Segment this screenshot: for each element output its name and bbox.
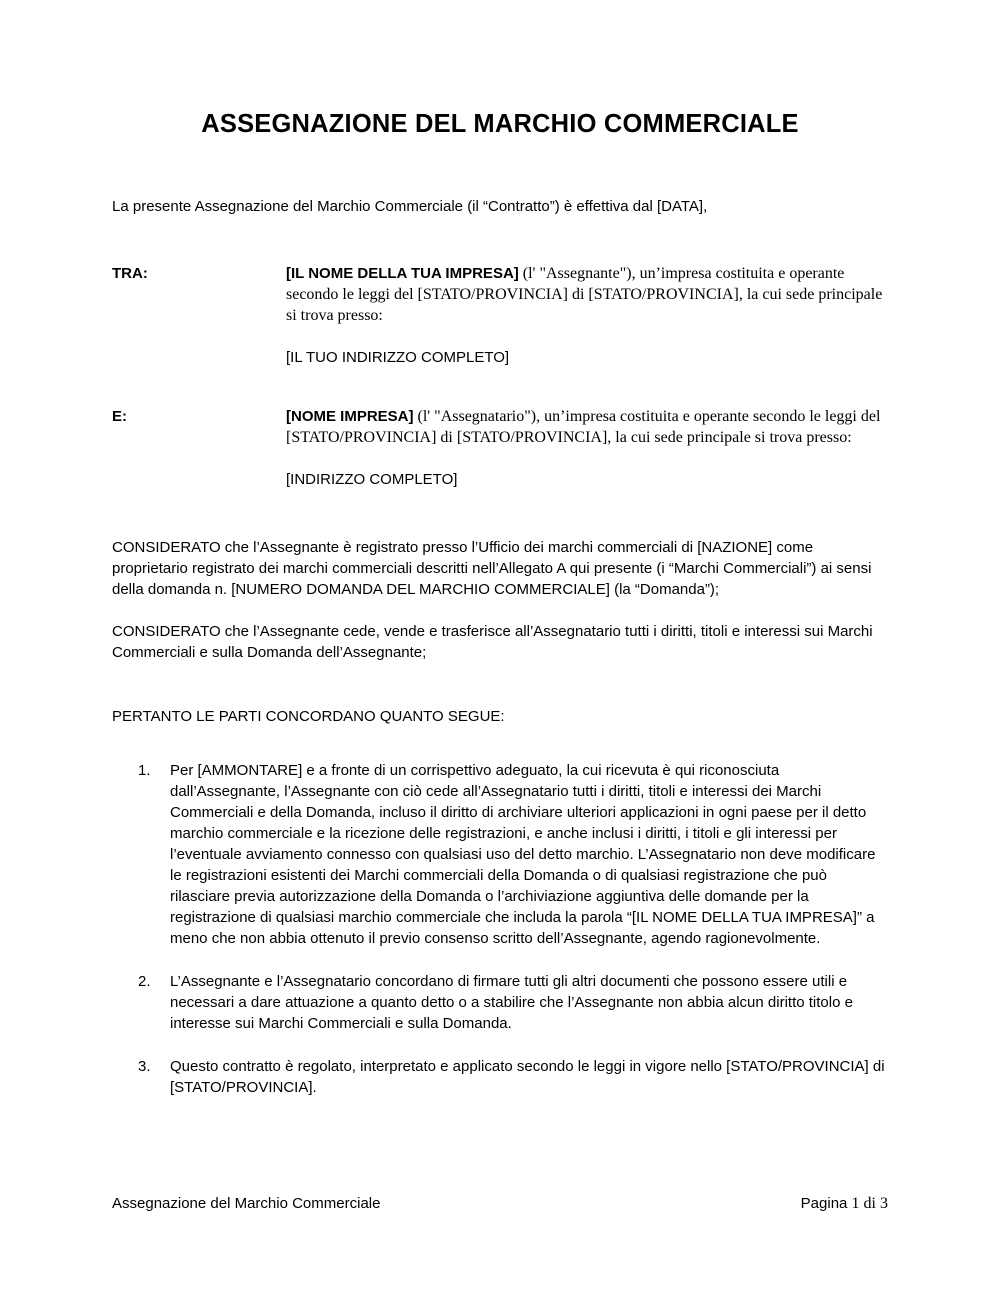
therefore-heading: PERTANTO LE PARTI CONCORDANO QUANTO SEGUE: [112,708,505,726]
party-block-assignor [112,263,888,368]
party-body-assignor [286,263,888,368]
clause-text: Questo contratto è regolato, interpretato e applicato secondo le leggi in vigore nello [STATO/PROVINCIA] di [STATO/PROVINCIA]. [170,1058,885,1097]
clause-number: 2. [138,973,151,991]
assignee-entity-name: [NOME IMPRESA] [286,408,414,426]
footer-page-indicator [801,1193,888,1214]
page-footer [112,1193,888,1214]
party-label-assignee: E: [112,408,127,426]
assignee-address: [INDIRIZZO COMPLETO] [286,471,458,489]
page-title: ASSEGNAZIONE DEL MARCHIO COMMERCIALE [201,110,799,138]
clause-item [112,971,888,1034]
clause-number: 1. [138,762,151,780]
party-block-assignee [112,406,888,490]
assignor-description-text: (l' "Assegnante"), un’impresa costituita e operante secondo le leggi del [STATO/PROVINCIA] di [STATO/PROVINCIA], la cui sede principale si trova presso: [286,265,883,325]
clause-list [112,760,888,1098]
assignor-entity-name: [IL NOME DELLA TUA IMPRESA] [286,265,519,283]
recital-paragraph-1: CONSIDERATO che l’Assegnante è registrato presso l’Ufficio dei marchi commerciali di [NAZIONE] come proprietario registrato dei marchi commerciali descritti nell’Allegato A qui presente (i “Marchi Commerciali”) ai sensi della domanda n. [NUMERO DOMANDA DEL MARCHIO COMMERCIALE] (la “Domanda”); [112,539,872,599]
party-label-assignor: TRA: [112,265,148,283]
recital-paragraph-2: CONSIDERATO che l’Assegnante cede, vende e trasferisce all’Assegnatario tutti i diritti, titoli e interessi sui Marchi Commerciali e sulla Domanda dell’Assegnante; [112,623,873,662]
clause-item [112,760,888,949]
footer-page-word: Pagina [800,1195,852,1212]
footer-page-numbers: 1 di 3 [851,1195,888,1212]
assignor-address: [IL TUO INDIRIZZO COMPLETO] [286,349,510,367]
party-body-assignee [286,406,888,490]
party-description-assignor [286,263,888,326]
document-content [112,0,888,1098]
party-description-assignee [286,406,888,448]
intro-paragraph: La presente Assegnazione del Marchio Commerciale (il “Contratto”) è effettiva dal [DATA], [112,198,708,216]
clause-text: L’Assegnante e l’Assegnatario concordano di firmare tutti gli altri documenti che possono essere utili e necessari a dare attuazione a quanto detto o a stabilire che l’Assegnante non abbia alcun diritto titolo e interesse sui Marchi Commerciali e sulla Domanda. [170,973,853,1033]
clause-item [112,1056,888,1098]
clause-text: Per [AMMONTARE] e a fronte di un corrispettivo adeguato, la cui ricevuta è qui riconosciuta dall’Assegnante, l’Assegnante con ciò cede all’Assegnatario tutti i diritti, titoli e interessi dei Marchi Commerciali e della Domanda, incluso il diritto di archiviare ulteriori applicazioni in ogni paese per il detto marchio commerciale e la ricezione delle registrazioni, e anche inclusi i diritti, i titoli e gli interessi per l’eventuale avviamento connesso con qualsiasi uso del detto marchio. L’Assegnatario non deve modificare le registrazioni esistenti dei Marchi commerciali della Domanda o di qualsiasi registrazione che può rilasciare previa autorizzazione della Domanda o l’archiviazione aggiuntiva delle domande per la registrazione di qualsiasi marchio commerciale che includa la parola “[IL NOME DELLA TUA IMPRESA]” a meno che non abbia ottenuto il previo consenso scritto dell’Assegnante, agendo ragionevolmente. [170,762,876,948]
assignee-description-text: (l' "Assegnatario"), un’impresa costituita e operante secondo le leggi del [STATO/PROVINCIA] di [STATO/PROVINCIA], la cui sede principale si trova presso: [286,408,881,447]
footer-document-name: Assegnazione del Marchio Commerciale [112,1195,381,1212]
clause-number: 3. [138,1058,151,1076]
